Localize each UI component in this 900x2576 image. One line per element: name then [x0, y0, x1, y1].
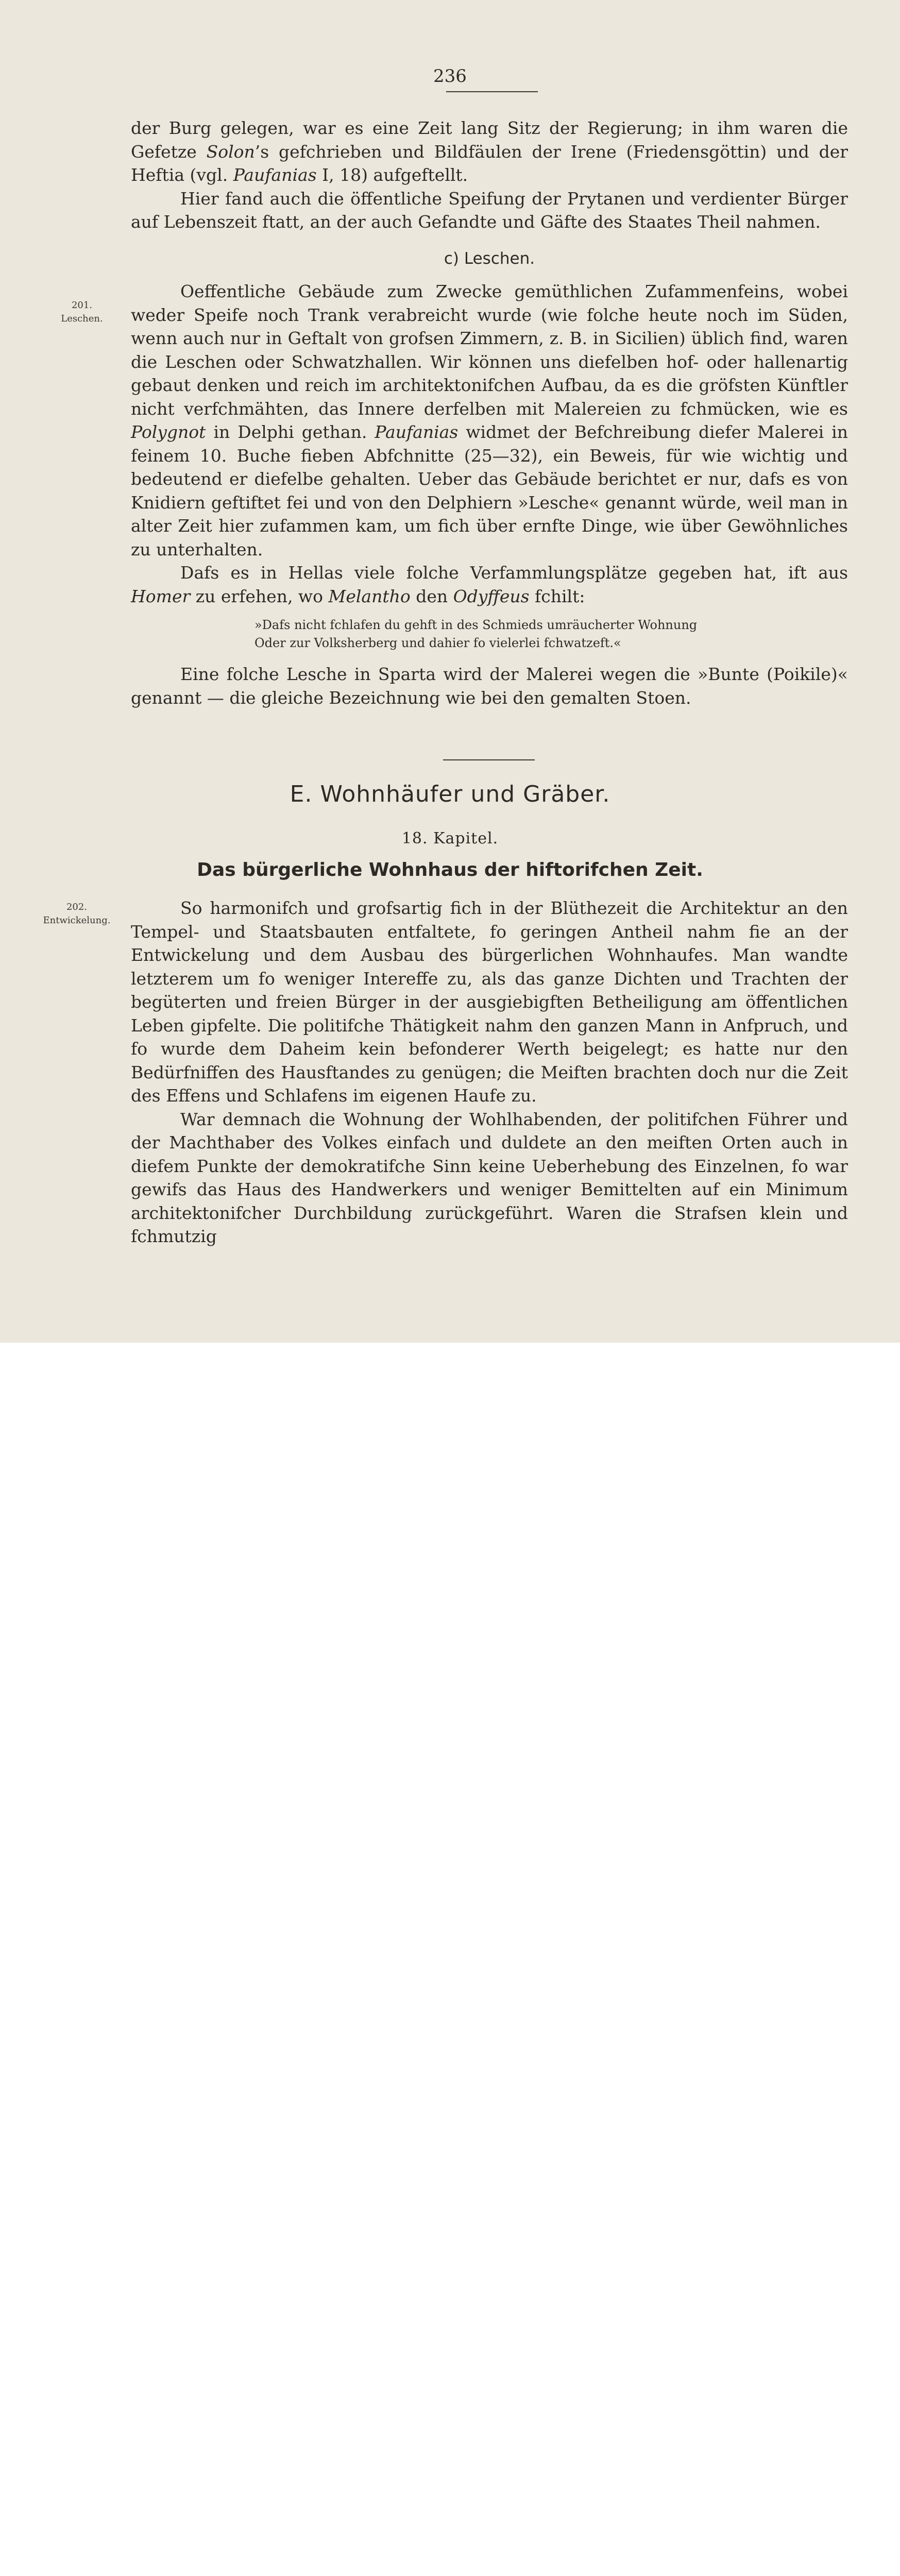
paragraph: der Burg gelegen, war es eine Zeit lang Sitz der Regierung; in ihm waren die Gefetze Solon’s gefchrieben und Bildfäulen der Irene (Friedensgöttin) und der Heftia (vgl. Paufanias I, 18) aufgeftellt. — [131, 118, 848, 185]
footer-bar — [0, 1343, 900, 1406]
body-text-top — [131, 116, 848, 709]
paragraph: War demnach die Wohnung der Wohlhabenden, der politifchen Führer und der Machthaber des Volkes einfach und duldete an den meiften Orten auch in diefem Punkte der demokratifche Sinn keine Ueberhebung des Einzelnen, fo war gewifs das Haus des Handwerkers und weniger Bemittelten auf ein Minimum architektonifcher Durchbildung zurückgeführt. Waren die Strafsen klein und fchmutzig — [131, 1109, 848, 1246]
paragraph: So harmonifch und grofsartig fich in der Blüthezeit die Architektur an den Tempel- und Staatsbauten entfaltete, fo geringen Antheil nahm fie an der Entwickelung und dem Ausbau des bürgerlichen Wohnhaufes. Man wandte letzterem um fo weniger Intereffe zu, als das ganze Dichten und Trachten der begüterten und freien Bürger in der ausgiebigften Betheiligung am öffentlichen Leben gipfelte. Die politifche Thätigkeit nahm den ganzen Mann in Anfpruch, und fo wurde dem Daheim kein befonderer Werth beigelegt; es hatte nur den Bedürfniffen des Hausftandes zu genügen; die Meiften brachten doch nur die Zeit des Effens und Schlafens im eigenen Haufe zu. — [131, 898, 848, 1106]
verse-quote — [131, 616, 848, 652]
margin-note-201 — [43, 299, 121, 326]
margin-number: 201. — [71, 300, 93, 311]
page-number: 236 — [433, 66, 467, 87]
header-rule — [446, 91, 538, 92]
section-divider — [443, 759, 535, 760]
chapter-title: Das bürgerliche Wohnhaus der hiftorifchen Zeit. — [197, 859, 703, 880]
chapter-number: 18. Kapitel. — [401, 829, 499, 848]
paragraph: Oeffentliche Gebäude zum Zwecke gemüthlichen Zufammenfeins, wobei weder Speife noch Trank verabreicht wurde (wie folche heute noch im Süden, wenn auch nur in Geftalt von grofsen Zimmern, z. B. in Sicilien) üblich find, waren die Leschen oder Schwatzhallen. Wir können uns diefelben hof- oder hallenartig gebaut denken und reich im architektonifchen Aufbau, da es die gröfsten Künftler nicht verfchmähten, das Innere derfelben mit Malereien zu fchmücken, wie es Polygnot in Delphi gethan. Paufanias widmet der Befchreibung diefer Malerei in feinem 10. Buche fieben Abfchnitte (25—32), ein Beweis, für wie wichtig und bedeutend er diefelbe gehalten. Ueber das Gebäude berichtet er nur, dafs es von Knidiern geftiftet fei und von den Delphiern »Lesche« genannt würde, weil man in alter Zeit hier zufammen kam, um fich über ernfte Dinge, wie über Gewöhnliches zu unterhalten. — [131, 281, 848, 560]
margin-label: Entwickelung. — [43, 915, 111, 926]
section-heading: E. Wohnhäufer und Gräber. — [290, 781, 610, 807]
paragraph: Eine folche Lesche in Sparta wird der Malerei wegen die »Bunte (Poikile)« genannt — die gleiche Bezeichnung wie bei den gemalten Stoen. — [131, 664, 848, 708]
body-text-chapter — [131, 896, 848, 1248]
paragraph: Hier fand auch die öffentliche Speifung der Prytanen und verdienter Bürger auf Lebenszeit ftatt, an der auch Gefandte und Gäfte des Staates Theil nahmen. — [131, 188, 848, 232]
section-c-title: c) Leschen. — [444, 249, 535, 268]
paragraph: Dafs es in Hellas viele folche Verfammlungsplätze gegeben hat, ift aus Homer zu erfehen, wo Melantho den Odyffeus fchilt: — [131, 563, 848, 606]
margin-number: 202. — [66, 902, 88, 912]
quote-line: Oder zur Volksherberg und dahier fo vielerlei fchwatzeft.« — [254, 636, 621, 650]
margin-label: Leschen. — [61, 313, 103, 324]
margin-note-202 — [38, 901, 115, 927]
quote-line: »Dafs nicht fchlafen du gehft in des Schmieds umräucherter Wohnung — [254, 618, 698, 632]
